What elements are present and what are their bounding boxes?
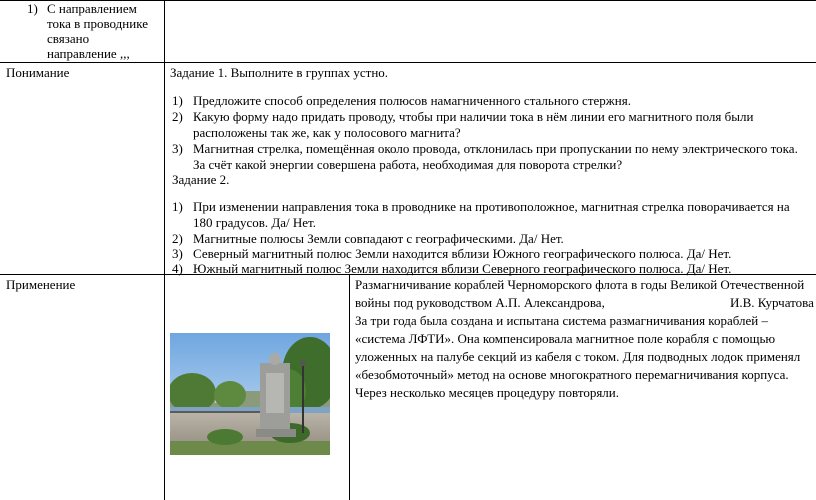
application-text-line: уложенных на палубе секций из кабеля с током. Для подводных лодок применял <box>355 349 801 364</box>
task1-item-text: За счёт какой энергии совершена работа, необходимая для поворота стрелки? <box>193 157 623 172</box>
application-text-line: За три года была создана и испытана система размагничивания кораблей – <box>355 313 768 328</box>
task1-item-number: 1) <box>172 93 183 108</box>
top-row-line: направление ,,, <box>47 46 130 61</box>
task2-item-text: Южный магнитный полюс Земли находится вблизи Северного географического полюса. Да/ Нет. <box>193 261 732 276</box>
task2-item-text: Магнитные полюсы Земли совпадают с географическими. Да/ Нет. <box>193 231 564 246</box>
monument-photo <box>170 333 330 455</box>
task2-item-number: 3) <box>172 246 183 261</box>
application-text-line-right: И.В. Курчатова <box>730 295 814 310</box>
table-row-divider-1 <box>0 62 816 63</box>
application-inner-divider <box>349 274 350 500</box>
application-text-line: войны под руководством А.П. Александрова, <box>355 295 605 310</box>
top-row-line: С направлением <box>47 1 137 16</box>
task2-item-text: Северный магнитный полюс Земли находится вблизи Южного географического полюса. Да/ Нет. <box>193 246 732 261</box>
top-row-line: тока в проводнике <box>47 16 148 31</box>
task2-item-number: 4) <box>172 261 183 276</box>
task2-item-text: При изменении направления тока в проводнике на противоположное, магнитная стрелка поворачивается на <box>193 199 790 214</box>
task2-item-number: 1) <box>172 199 183 214</box>
task2-item-number: 2) <box>172 231 183 246</box>
top-row-number: 1) <box>27 1 38 16</box>
understanding-label: Понимание <box>6 65 70 80</box>
application-text-line: Через несколько месяцев процедуру повторяли. <box>355 385 620 400</box>
task2-title: Задание 2. <box>172 172 230 187</box>
application-text-line: Размагничивание кораблей Черноморского флота в годы Великой Отечественной <box>355 277 805 292</box>
application-text-line: «система ЛФТИ». Она компенсировала магнитное поле корабля с помощью <box>355 331 776 346</box>
table-column-divider <box>164 0 165 500</box>
application-label: Применение <box>6 277 76 292</box>
task1-item-number: 3) <box>172 141 183 156</box>
task1-title: Задание 1. Выполните в группах устно. <box>170 65 389 80</box>
task2-item-text: 180 градусов. Да/ Нет. <box>193 215 316 230</box>
task1-item-number: 2) <box>172 109 183 124</box>
task1-item-text: Предложите способ определения полюсов намагниченного стального стержня. <box>193 93 631 108</box>
task1-item-text: расположены так же, как у полосового магнита? <box>193 125 461 140</box>
application-text-line: «безобмоточный» метод на основе многократного перемагничивания корпуса. <box>355 367 789 382</box>
top-row-line: связано <box>47 31 90 46</box>
task1-item-text: Магнитная стрелка, помещённая около провода, отклонилась при пропускании по нему электрического тока. <box>193 141 798 156</box>
task1-item-text: Какую форму надо придать проводу, чтобы при наличии тока в нём линии его магнитного поля были <box>193 109 754 124</box>
